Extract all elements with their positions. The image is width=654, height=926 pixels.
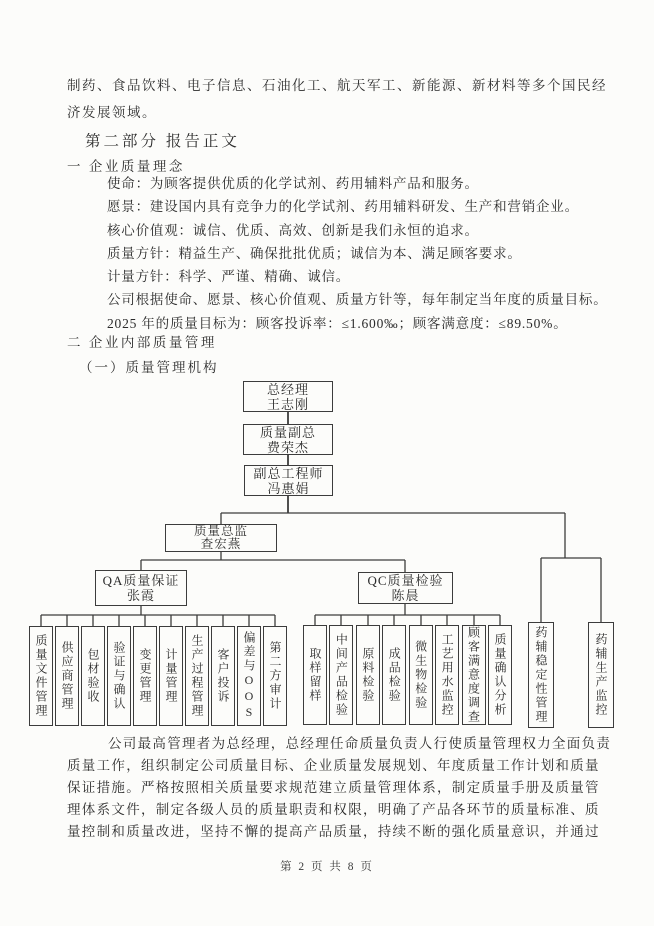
qc-function-box: [435, 625, 459, 725]
standalone-function-label: 药辅生产监控: [594, 633, 608, 717]
org-box-deputy-chief-engineer: [244, 465, 333, 496]
qa-function-box: [159, 626, 183, 726]
qa-function-box: [133, 626, 157, 726]
qc-function-label: 成品检验: [387, 647, 402, 703]
org-box-quality-vp: [243, 424, 333, 455]
text-line: 量控制和质量改进，坚持不懈的提高产品质量，持续不断的强化质量意识，并通过: [67, 824, 600, 839]
text-line: 理体系文件，制定各级人员的质量职责和权限，明确了产品各环节的质量标准、质: [67, 802, 600, 817]
qa-function-label: 变更管理: [138, 648, 152, 704]
qc-function-label: 原料检验: [360, 647, 375, 703]
qc-function-label: 微生物检验: [413, 640, 428, 710]
org-box-name: 冯惠娟: [267, 480, 310, 496]
qa-function-box: [55, 626, 79, 726]
org-box-name: 陈晨: [391, 588, 420, 603]
section2-title: 二 企业内部质量管理: [67, 335, 217, 350]
qa-function-label: 客户投诉: [216, 648, 230, 704]
qc-function-row: [303, 625, 512, 725]
qc-function-box: [356, 625, 380, 725]
org-box-name: 查宏燕: [200, 537, 242, 551]
qc-function-box: [303, 625, 327, 725]
org-box-title: QA质量保证: [102, 573, 180, 588]
org-box-name: 王志刚: [266, 396, 309, 412]
qc-function-box: [462, 625, 486, 725]
section2-subtitle: （一）质量管理机构: [79, 360, 219, 375]
qa-function-box: [81, 626, 105, 726]
qa-function-box: [29, 626, 53, 726]
text-line: 制药、食品饮料、电子信息、石油化工、航天军工、新能源、新材料等多个国民经: [67, 78, 607, 93]
standalone-function-label: 药辅稳定性管理: [534, 626, 548, 724]
org-box-general-manager: [243, 381, 333, 412]
qa-function-row: [29, 626, 287, 726]
goal-2025-line: 2025 年的质量目标为：顾客投诉率：≤1.600‰；顾客满意度：≤89.50%。: [107, 315, 568, 331]
metrology-policy-line: 计量方针：科学、严谨、精确、诚信。: [107, 269, 351, 285]
qc-function-label: 质量确认分析: [492, 633, 507, 717]
qa-function-box: [211, 626, 235, 726]
goal-statement-line: 公司根据使命、愿景、核心价值观、质量方针等，每年制定当年度的质量目标。: [107, 292, 608, 308]
qa-function-label: 计量管理: [164, 648, 178, 704]
qa-function-box: [263, 626, 287, 726]
org-box-title: 总经理: [266, 381, 309, 397]
standalone-function-box-stability: [528, 622, 554, 728]
org-box-title: QC质量检验: [367, 573, 444, 588]
org-chart: [0, 378, 654, 734]
mission-line: 使命：为顾客提供优质的化学试剂、药用辅料产品和服务。: [107, 176, 479, 191]
qc-function-label: 中间产品检验: [334, 633, 349, 717]
qa-function-label: 生产过程管理: [190, 634, 204, 718]
qa-function-label: 包材验收: [86, 648, 100, 704]
org-box-quality-director: [165, 524, 277, 552]
qc-function-box: [329, 625, 353, 725]
section1-title: 一 企业质量理念: [67, 159, 185, 174]
qa-function-label: 供应商管理: [60, 641, 74, 711]
qc-function-label: 顾客满意度调查: [466, 626, 481, 724]
section1-body: [107, 172, 608, 335]
org-box-title: 副总工程师: [253, 465, 324, 481]
org-box-qc-dept: [358, 572, 453, 604]
core-values-line: 核心价值观：诚信、优质、高效、创新是我们永恒的追求。: [107, 222, 479, 238]
qc-function-box: [409, 625, 433, 725]
qa-function-box: [185, 626, 209, 726]
org-box-title: 质量总监: [193, 523, 248, 538]
qa-function-label: 质量文件管理: [34, 634, 48, 718]
qc-function-box: [382, 625, 406, 725]
qa-function-label: 偏差与OOS: [242, 631, 256, 721]
org-box-title: 质量副总: [259, 424, 316, 440]
intro-paragraph: [67, 72, 612, 126]
qa-function-label: 第二方审计: [268, 641, 282, 711]
standalone-function-box-production-monitor: [588, 622, 614, 728]
text-line: 公司最高管理者为总经理，总经理任命质量负责人行使质量管理权力全面负责: [108, 736, 612, 751]
text-line: 质量工作，组织制定公司质量目标、企业质量发展规划、年度质量工作计划和质量: [67, 758, 600, 773]
quality-policy-line: 质量方针：精益生产、确保批批优质；诚信为本、满足顾客要求。: [107, 245, 522, 261]
text-line: 保证措施。严格按照相关质量要求规范建立质量管理体系，制定质量手册及质量管: [67, 780, 600, 795]
qc-function-box: [488, 625, 512, 725]
org-box-qa-dept: [95, 570, 187, 606]
qa-function-box: [107, 626, 131, 726]
org-box-name: 费荣杰: [266, 439, 309, 455]
part-heading: 第二部分 报告正文: [85, 133, 240, 150]
qa-function-label: 验证与确认: [112, 641, 126, 711]
vision-line: 愿景：建设国内具有竞争力的化学试剂、药用辅料研发、生产和营销企业。: [107, 199, 579, 215]
org-box-name: 张霞: [126, 588, 155, 603]
qc-function-label: 工艺用水监控: [440, 633, 455, 717]
qc-function-label: 取样留样: [308, 647, 322, 703]
page-number-footer: 第 2 页 共 8 页: [280, 861, 374, 873]
qa-function-box: [237, 626, 261, 726]
text-line: 济发展领域。: [67, 105, 157, 120]
closing-paragraph: [67, 733, 612, 843]
